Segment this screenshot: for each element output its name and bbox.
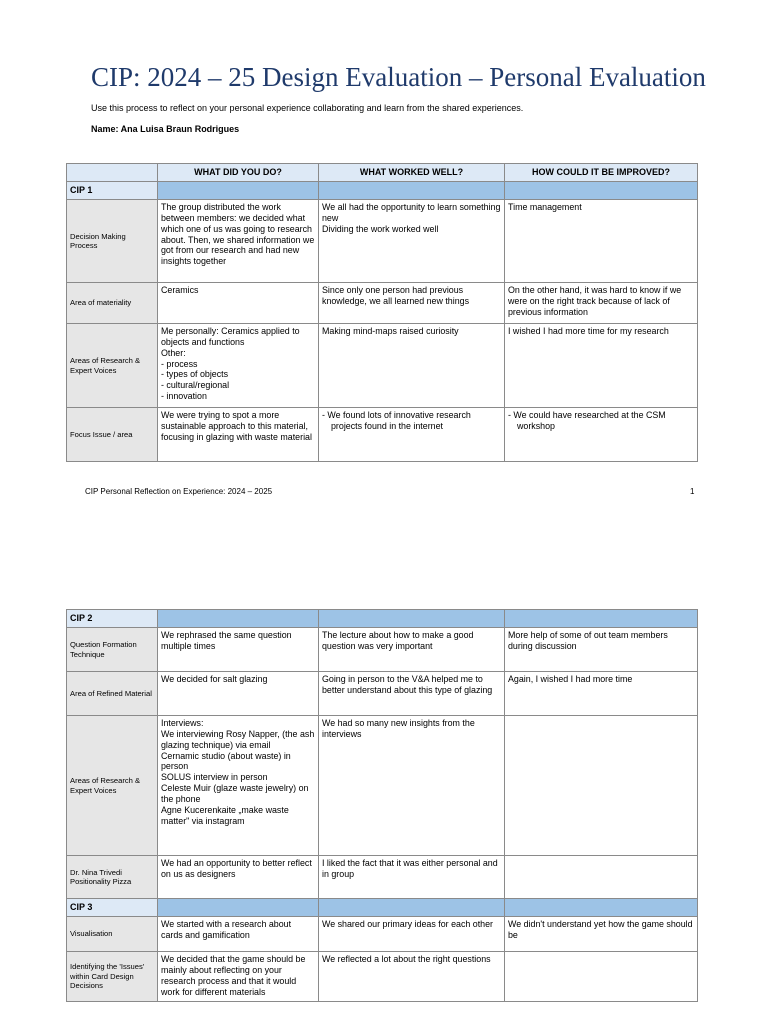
- cell-what-worked-well: [319, 952, 505, 1002]
- section-cell: [158, 610, 319, 628]
- cell-text-line: Since only one person had previous knowledge, we all learned new things: [322, 285, 470, 306]
- cell-how-improve: [505, 408, 698, 462]
- header-what-worked-well: WHAT WORKED WELL?: [319, 164, 505, 182]
- section-label: CIP 3: [67, 899, 158, 917]
- row-label: Identifying the 'Issues' within Card Design Decisions: [67, 952, 158, 1002]
- cip1-body: [67, 200, 698, 462]
- cell-how-improve: [505, 856, 698, 899]
- cell-text-line: Making mind-maps raised curiosity: [322, 326, 459, 336]
- row-label: Question Formation Technique: [67, 628, 158, 672]
- cell-text-line: - cultural/regional: [161, 380, 230, 391]
- cell-text-line: SOLUS interview in person: [161, 772, 268, 783]
- cell-text-line: - We could have researched at the CSM workshop: [508, 410, 666, 431]
- cell-how-improve: [505, 917, 698, 952]
- cell-text-line: We were trying to spot a more sustainable approach to this material, focusing in glazing with waste material: [161, 410, 312, 442]
- cell-what-worked-well: [319, 672, 505, 716]
- cell-text-line: We decided that the game should be mainly about reflecting on your research process and that it would work for different materials: [161, 954, 306, 997]
- intro-text: Use this process to reflect on your personal experience collaborating and learn from the shared experiences.: [91, 103, 524, 113]
- cell-what-did-you-do: [158, 408, 319, 462]
- cell-text-line: The lecture about how to make a good question was very important: [322, 630, 474, 651]
- cell-text-line: The group distributed the work between members: we decided what which one of us was going to research about. Then, we shared information we got from our research and had new insights together: [161, 202, 315, 267]
- cell-text-line: - innovation: [161, 391, 207, 402]
- cell-what-did-you-do: [158, 283, 319, 324]
- row-label: Visualisation: [67, 917, 158, 952]
- table-row: [67, 716, 698, 856]
- cell-text-line: Agne Kucerenkaite „make waste matter" via instagram: [161, 804, 289, 826]
- cell-what-worked-well: [319, 917, 505, 952]
- cell-text-line: Dividing the work worked well: [322, 223, 439, 234]
- section-cell: [319, 182, 505, 200]
- footer-text: CIP Personal Reflection on Experience: 2024 – 2025: [85, 487, 273, 496]
- cell-what-did-you-do: [158, 200, 319, 283]
- cell-text-line: We had so many new insights from the interviews: [322, 718, 475, 739]
- cell-text-line: I wished I had more time for my research: [508, 326, 669, 336]
- page-number: 1: [690, 487, 695, 496]
- cell-how-improve: [505, 200, 698, 283]
- cell-what-worked-well: [319, 283, 505, 324]
- row-label: Focus Issue / area: [67, 408, 158, 462]
- cell-how-improve: [505, 716, 698, 856]
- row-label: Dr. Nina Trivedi Positionality Pizza: [67, 856, 158, 899]
- cell-text-line: - We found lots of innovative research projects found in the internet: [322, 410, 471, 431]
- table-row: [67, 672, 698, 716]
- cell-text-line: Celeste Muir (glaze waste jewelry) on the phone: [161, 783, 309, 805]
- cell-text-line: Cernamic studio (about waste) in person: [161, 750, 291, 772]
- cell-text-line: I liked the fact that it was either personal and in group: [322, 858, 498, 879]
- section-cell: [158, 899, 319, 917]
- section-row-cip3: [67, 899, 698, 917]
- row-label: Areas of Research & Expert Voices: [67, 716, 158, 856]
- row-label: Decision Making Process: [67, 200, 158, 283]
- cell-what-did-you-do: [158, 324, 319, 408]
- section-label: CIP 2: [67, 610, 158, 628]
- cell-text-line: We didn't understand yet how the game should be: [508, 919, 693, 940]
- cell-text-line: Time management: [508, 202, 582, 212]
- document-title: CIP: 2024 – 25 Design Evaluation – Personal Evaluation: [91, 62, 706, 92]
- section-row-cip1: [67, 182, 698, 200]
- cell-how-improve: [505, 672, 698, 716]
- cell-text-line: We started with a research about cards and gamification: [161, 919, 292, 940]
- table-row: [67, 952, 698, 1002]
- cip3-section: [67, 899, 698, 917]
- cell-how-improve: [505, 628, 698, 672]
- cell-what-worked-well: [319, 200, 505, 283]
- cell-what-did-you-do: [158, 716, 319, 856]
- cell-what-worked-well: [319, 856, 505, 899]
- table-row: [67, 324, 698, 408]
- header-corner: [67, 164, 158, 182]
- cell-what-did-you-do: [158, 856, 319, 899]
- section-cell: [505, 899, 698, 917]
- cell-text-line: Other:: [161, 347, 186, 358]
- cell-what-did-you-do: [158, 628, 319, 672]
- section-cell: [505, 610, 698, 628]
- cell-what-worked-well: [319, 716, 505, 856]
- evaluation-table-cip1: [66, 163, 698, 462]
- cell-text-line: We decided for salt glazing: [161, 674, 268, 684]
- row-label: Area of materiality: [67, 283, 158, 324]
- cell-text-line: - process: [161, 358, 198, 369]
- cell-text-line: We interviewing Rosy Napper, (the ash glazing technique) via email: [161, 728, 315, 750]
- cell-what-worked-well: [319, 408, 505, 462]
- section-cell: [319, 899, 505, 917]
- cell-text-line: We all had the opportunity to learn something new: [322, 202, 501, 223]
- section-cell: [505, 182, 698, 200]
- cell-text-line: - types of objects: [161, 369, 229, 380]
- table-row: [67, 856, 698, 899]
- cell-text-line: We rephrased the same question multiple times: [161, 630, 292, 651]
- cell-what-did-you-do: [158, 917, 319, 952]
- section-row-cip2: [67, 610, 698, 628]
- row-label: Areas of Research & Expert Voices: [67, 324, 158, 408]
- row-label: Area of Refined Material: [67, 672, 158, 716]
- table-row: [67, 917, 698, 952]
- cip2-body: [67, 628, 698, 899]
- cell-what-worked-well: [319, 628, 505, 672]
- cell-how-improve: [505, 283, 698, 324]
- section-cell: [319, 610, 505, 628]
- table-row: [67, 408, 698, 462]
- cell-text-line: More help of some of out team members during discussion: [508, 630, 668, 651]
- cell-text-line: We shared our primary ideas for each other: [322, 919, 494, 929]
- table-row: [67, 200, 698, 283]
- header-what-did-you-do: WHAT DID YOU DO?: [158, 164, 319, 182]
- cell-text-line: On the other hand, it was hard to know if we were on the right track because of lack of previous information: [508, 285, 682, 317]
- header-how-improve: HOW COULD IT BE IMPROVED?: [505, 164, 698, 182]
- cell-text-line: Going in person to the V&A helped me to better understand about this type of glazing: [322, 674, 493, 695]
- cell-how-improve: [505, 952, 698, 1002]
- cell-what-did-you-do: [158, 672, 319, 716]
- cell-what-did-you-do: [158, 952, 319, 1002]
- section-cell: [158, 182, 319, 200]
- table-header-row: [67, 164, 698, 182]
- cip3-body: [67, 917, 698, 1002]
- cell-text-line: Interviews:: [161, 718, 204, 728]
- table-row: [67, 283, 698, 324]
- cell-text-line: Again, I wished I had more time: [508, 674, 633, 684]
- cell-what-worked-well: [319, 324, 505, 408]
- table-row: [67, 628, 698, 672]
- cell-text-line: Me personally: Ceramics applied to objects and functions: [161, 326, 300, 347]
- section-label: CIP 1: [67, 182, 158, 200]
- evaluation-table-cip2-cip3: [66, 609, 698, 1002]
- cell-how-improve: [505, 324, 698, 408]
- cell-text-line: We had an opportunity to better reflect on us as designers: [161, 858, 312, 879]
- author-name: Name: Ana Luisa Braun Rodrigues: [91, 124, 240, 134]
- cell-text-line: Ceramics: [161, 285, 199, 295]
- cell-text-line: We reflected a lot about the right questions: [322, 954, 491, 964]
